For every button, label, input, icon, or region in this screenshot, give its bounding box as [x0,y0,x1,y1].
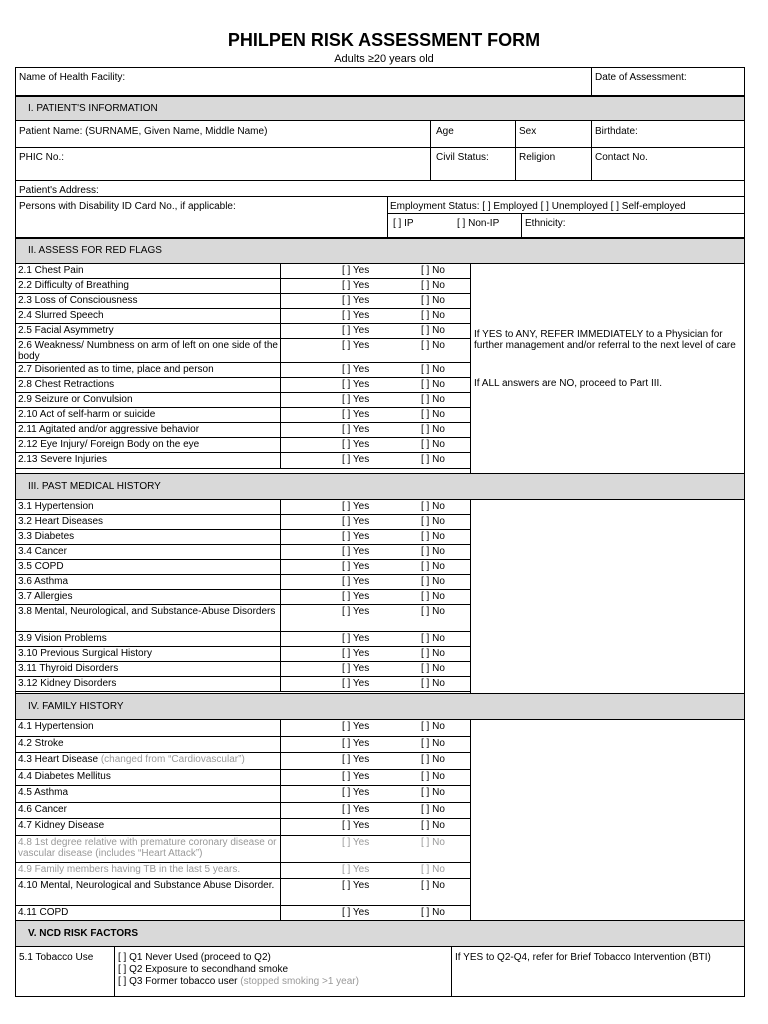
no-checkbox[interactable]: [ ] No [421,561,445,572]
question-label: 3.10 Previous Surgical History [15,647,280,662]
no-checkbox[interactable]: [ ] No [421,409,445,420]
divider [591,67,592,96]
yes-no-options[interactable] [280,863,470,879]
yes-checkbox[interactable]: [ ] Yes [342,633,370,644]
yes-no-options[interactable] [280,309,470,324]
ethnicity-label: Ethnicity: [525,218,566,229]
table-row [15,863,745,879]
yes-no-options[interactable] [280,453,470,469]
ip-option: [ ] IP [393,218,414,229]
yes-no-options[interactable] [280,590,470,605]
question-label: 4.2 Stroke [15,737,280,753]
question-label: 2.4 Slurred Speech [15,309,280,324]
yes-checkbox[interactable]: [ ] Yes [342,591,370,602]
yes-no-options[interactable] [280,786,470,803]
table-row [15,530,745,545]
table-row [15,438,745,453]
table-row [15,560,745,575]
yes-checkbox[interactable]: [ ] Yes [342,295,370,306]
yes-no-options[interactable] [280,530,470,545]
table-row [15,605,745,632]
yes-checkbox[interactable]: [ ] Yes [342,340,370,351]
yes-checkbox[interactable]: [ ] Yes [342,394,370,405]
no-checkbox[interactable]: [ ] No [421,424,445,435]
yes-no-options[interactable] [280,662,470,677]
divider [114,947,115,997]
question-label: 2.9 Seizure or Convulsion [15,393,280,408]
table-row [15,500,745,515]
form-frame [15,67,745,997]
yes-no-options[interactable] [280,836,470,863]
tobacco-q2: [ ] Q2 Exposure to secondhand smoke [118,964,289,975]
yes-checkbox[interactable]: [ ] Yes [342,820,370,831]
divider [387,213,745,214]
question-label: 2.2 Difficulty of Breathing [15,279,280,294]
yes-checkbox[interactable]: [ ] Yes [342,754,370,765]
question-label: 2.8 Chest Retractions [15,378,280,393]
heart-disease-label: 4.3 Heart Disease [18,754,99,765]
question-label: 4.5 Asthma [15,786,280,803]
no-checkbox[interactable]: [ ] No [421,738,445,749]
no-checkbox[interactable]: [ ] No [421,379,445,390]
yes-checkbox[interactable]: [ ] Yes [342,265,370,276]
divider [521,213,522,238]
divider [387,197,388,238]
no-checkbox[interactable]: [ ] No [421,648,445,659]
yes-no-options[interactable] [280,677,470,692]
yes-checkbox[interactable]: [ ] Yes [342,546,370,557]
yes-no-options[interactable] [280,378,470,393]
table-row [15,753,745,770]
sex-label: Sex [519,126,537,137]
yes-checkbox[interactable]: [ ] Yes [342,280,370,291]
no-checkbox[interactable]: [ ] No [421,576,445,587]
no-checkbox[interactable]: [ ] No [421,663,445,674]
yes-no-options[interactable] [280,560,470,575]
yes-checkbox[interactable]: [ ] Yes [342,787,370,798]
yes-no-options[interactable] [280,408,470,423]
yes-no-options[interactable] [280,500,470,515]
no-checkbox[interactable]: [ ] No [421,606,445,617]
yes-checkbox[interactable]: [ ] Yes [342,325,370,336]
no-checkbox[interactable]: [ ] No [421,340,445,351]
civil-status-label: Civil Status: [436,152,489,163]
table-row [15,408,745,423]
question-label: 3.8 Mental, Neurological, and Substance-Abuse Disorders [15,605,280,632]
no-checkbox[interactable]: [ ] No [421,265,445,276]
tobacco-q3 [118,976,359,987]
patient-name-label: Patient Name: (SURNAME, Given Name, Middle Name) [19,126,268,137]
table-row [15,677,745,692]
question-label: 2.7 Disoriented as to time, place and person [15,363,280,378]
yes-checkbox[interactable]: [ ] Yes [342,501,370,512]
yes-no-options[interactable] [280,770,470,786]
yes-checkbox[interactable]: [ ] Yes [342,561,370,572]
yes-checkbox[interactable]: [ ] Yes [342,606,370,617]
yes-no-options[interactable] [280,294,470,309]
section-patient-info: I. PATIENT'S INFORMATION [15,96,745,121]
yes-no-options[interactable] [280,324,470,339]
table-row [15,662,745,677]
no-checkbox[interactable]: [ ] No [421,907,445,918]
age-label: Age [436,126,454,137]
question-label: 3.4 Cancer [15,545,280,560]
question-label [15,753,280,770]
question-label: 3.5 COPD [15,560,280,575]
question-label: 4.8 1st degree relative with premature coronary disease or vascular disease (includes “Heart Attack”) [15,836,280,863]
no-checkbox[interactable]: [ ] No [421,633,445,644]
section-past-history: III. PAST MEDICAL HISTORY [15,473,745,500]
section-ncd-risk: V. NCD RISK FACTORS [15,920,745,947]
yes-checkbox[interactable]: [ ] Yes [342,864,370,875]
question-label: 4.9 Family members having TB in the last 5 years. [15,863,280,879]
birthdate-label: Birthdate: [595,126,638,137]
divider [470,264,471,475]
question-label: 3.12 Kidney Disorders [15,677,280,692]
heart-disease-note: (changed from “Cardiovascular”) [100,754,245,765]
divider [470,500,471,695]
yes-checkbox[interactable]: [ ] Yes [342,409,370,420]
yes-no-options[interactable] [280,632,470,647]
no-checkbox[interactable]: [ ] No [421,754,445,765]
yes-checkbox[interactable]: [ ] Yes [342,907,370,918]
table-row [15,363,745,378]
question-label: 2.1 Chest Pain [15,264,280,279]
bti-note: If YES to Q2-Q4, refer for Brief Tobacco Intervention (BTI) [455,952,711,963]
pwd-label: Persons with Disability ID Card No., if applicable: [19,201,236,212]
yes-checkbox[interactable]: [ ] Yes [342,516,370,527]
yes-no-options[interactable] [280,720,470,737]
table-row [15,720,745,737]
question-label: 4.6 Cancer [15,803,280,819]
table-row [15,770,745,786]
tobacco-q3-note: (stopped smoking >1 year) [240,976,359,987]
question-label: 2.6 Weakness/ Numbness on arm of left on one side of the body [15,339,280,363]
yes-checkbox[interactable]: [ ] Yes [342,738,370,749]
table-row [15,647,745,662]
table-row [15,393,745,408]
table-row [15,819,745,836]
question-label: 4.1 Hypertension [15,720,280,737]
table-row [15,590,745,605]
table-row [15,632,745,647]
yes-checkbox[interactable]: [ ] Yes [342,721,370,732]
table-row [15,575,745,590]
no-checkbox[interactable]: [ ] No [421,325,445,336]
yes-checkbox[interactable]: [ ] Yes [342,531,370,542]
question-label: 3.9 Vision Problems [15,632,280,647]
yes-checkbox[interactable]: [ ] Yes [342,771,370,782]
yes-no-options[interactable] [280,339,470,363]
no-checkbox[interactable]: [ ] No [421,364,445,375]
yes-no-options[interactable] [280,393,470,408]
table-row [15,786,745,803]
no-checkbox[interactable]: [ ] No [421,295,445,306]
yes-no-options[interactable] [280,438,470,453]
no-checkbox[interactable]: [ ] No [421,880,445,891]
question-label: 3.1 Hypertension [15,500,280,515]
table-row [15,737,745,753]
employment-status: Employment Status: [ ] Employed [ ] Unemployed [ ] Self-employed [390,201,686,212]
question-label: 3.11 Thyroid Disorders [15,662,280,677]
date-label: Date of Assessment: [595,72,687,83]
no-checkbox[interactable]: [ ] No [421,280,445,291]
table-row [15,453,745,469]
no-checkbox[interactable]: [ ] No [421,454,445,465]
yes-no-options[interactable] [280,423,470,438]
section-family-history: IV. FAMILY HISTORY [15,693,745,720]
yes-checkbox[interactable]: [ ] Yes [342,379,370,390]
sec2-title: II. ASSESS FOR RED FLAGS [28,245,162,256]
table-row [15,264,745,279]
table-row [15,423,745,438]
form-subtitle: Adults ≥20 years old [334,53,434,65]
question-label: 4.11 COPD [15,906,280,923]
table-row [15,309,745,324]
phic-label: PHIC No.: [19,152,65,163]
table-row [15,279,745,294]
yes-no-options[interactable] [280,545,470,560]
question-label: 2.3 Loss of Consciousness [15,294,280,309]
no-checkbox[interactable]: [ ] No [421,771,445,782]
no-checkbox[interactable]: [ ] No [421,678,445,689]
yes-no-options[interactable] [280,605,470,632]
no-checkbox[interactable]: [ ] No [421,787,445,798]
divider [451,947,452,997]
yes-checkbox[interactable]: [ ] Yes [342,804,370,815]
tobacco-label: 5.1 Tobacco Use [19,952,94,963]
no-checkbox[interactable]: [ ] No [421,721,445,732]
address-row [15,181,745,197]
table-row [15,545,745,560]
question-label: 4.4 Diabetes Mellitus [15,770,280,786]
yes-no-options[interactable] [280,803,470,819]
no-checkbox[interactable]: [ ] No [421,837,445,848]
yes-checkbox[interactable]: [ ] Yes [342,663,370,674]
no-checkbox[interactable]: [ ] No [421,531,445,542]
no-checkbox[interactable]: [ ] No [421,394,445,405]
no-checkbox[interactable]: [ ] No [421,591,445,602]
yes-no-options[interactable] [280,647,470,662]
yes-checkbox[interactable]: [ ] Yes [342,310,370,321]
question-label: 2.10 Act of self-harm or suicide [15,408,280,423]
table-row [15,515,745,530]
question-label: 2.12 Eye Injury/ Foreign Body on the eye [15,438,280,453]
no-checkbox[interactable]: [ ] No [421,804,445,815]
no-checkbox[interactable]: [ ] No [421,310,445,321]
tobacco-q3-label: [ ] Q3 Former tobacco user [118,976,238,987]
no-checkbox[interactable]: [ ] No [421,516,445,527]
yes-no-options[interactable] [280,515,470,530]
address-label: Patient's Address: [19,185,99,196]
yes-checkbox[interactable]: [ ] Yes [342,837,370,848]
table-row [15,836,745,863]
question-label: 2.5 Facial Asymmetry [15,324,280,339]
yes-checkbox[interactable]: [ ] Yes [342,424,370,435]
question-label: 3.7 Allergies [15,590,280,605]
question-label: 3.3 Diabetes [15,530,280,545]
yes-no-options[interactable] [280,879,470,906]
yes-checkbox[interactable]: [ ] Yes [342,576,370,587]
question-label: 4.10 Mental, Neurological and Substance Abuse Disorder. [15,879,280,906]
yes-no-options[interactable] [280,575,470,590]
red-flag-refer-note: If YES to ANY, REFER IMMEDIATELY to a Physician for further management and/or referral to the next level of care [474,329,736,351]
section-red-flags [15,238,745,264]
form-title: PHILPEN RISK ASSESSMENT FORM [227,30,541,50]
contact-label: Contact No. [595,152,648,163]
yes-no-options[interactable] [280,753,470,770]
facility-label: Name of Health Facility: [19,72,126,83]
non-ip-option: [ ] Non-IP [457,218,500,229]
religion-label: Religion [519,152,556,163]
question-label: 2.11 Agitated and/or aggressive behavior [15,423,280,438]
question-label: 3.2 Heart Diseases [15,515,280,530]
yes-no-options[interactable] [280,363,470,378]
yes-checkbox[interactable]: [ ] Yes [342,439,370,450]
yes-checkbox[interactable]: [ ] Yes [342,648,370,659]
no-checkbox[interactable]: [ ] No [421,864,445,875]
question-label: 3.6 Asthma [15,575,280,590]
table-row [15,294,745,309]
table-row [15,803,745,819]
yes-checkbox[interactable]: [ ] Yes [342,364,370,375]
question-label: 2.13 Severe Injuries [15,453,280,469]
yes-checkbox[interactable]: [ ] Yes [342,678,370,689]
no-checkbox[interactable]: [ ] No [421,439,445,450]
yes-no-options[interactable] [280,737,470,753]
no-checkbox[interactable]: [ ] No [421,501,445,512]
yes-no-options[interactable] [280,264,470,279]
red-flag-proceed-note: If ALL answers are NO, proceed to Part III. [474,378,663,389]
question-label: 4.7 Kidney Disease [15,819,280,836]
divider [470,720,471,922]
yes-checkbox[interactable]: [ ] Yes [342,880,370,891]
yes-no-options[interactable] [280,819,470,836]
no-checkbox[interactable]: [ ] No [421,820,445,831]
no-checkbox[interactable]: [ ] No [421,546,445,557]
yes-checkbox[interactable]: [ ] Yes [342,454,370,465]
table-row [15,879,745,906]
tobacco-q1: [ ] Q1 Never Used (proceed to Q2) [118,952,271,963]
yes-no-options[interactable] [280,279,470,294]
